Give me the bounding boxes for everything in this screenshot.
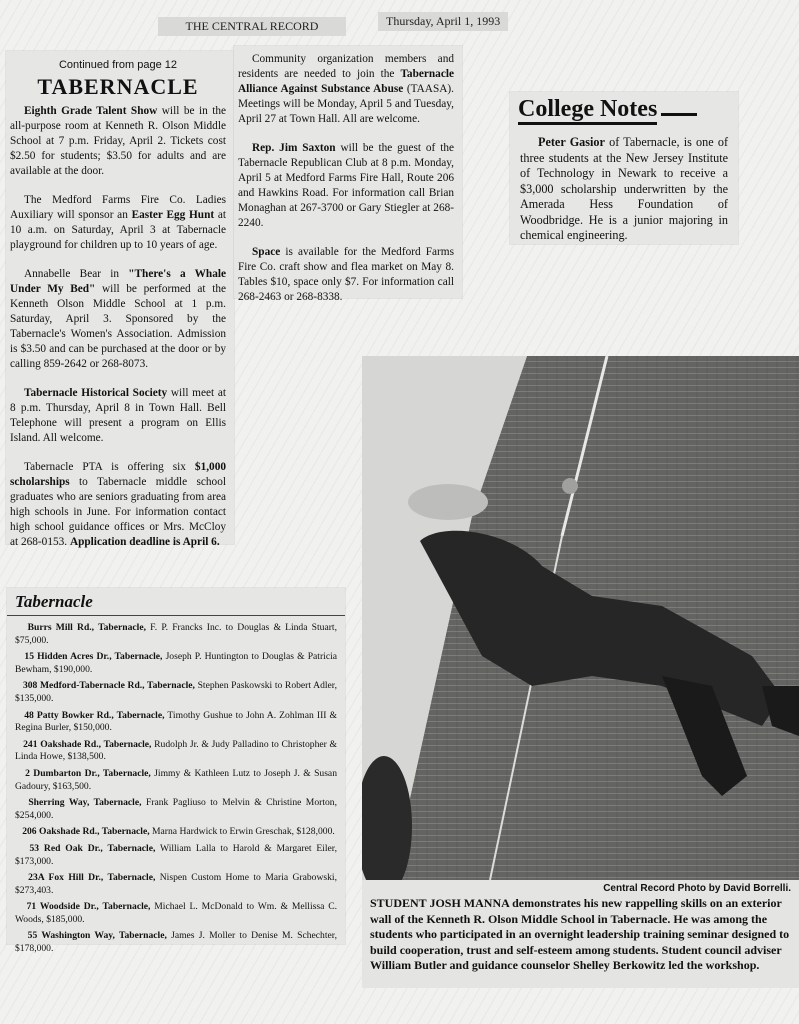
news-item-highlight: Easter Egg Hunt bbox=[131, 209, 215, 221]
news-item-lead: The Medford Farms Fire Co. Ladies Auxiliary will sponsor an bbox=[10, 194, 226, 221]
college-notes-title bbox=[510, 92, 738, 123]
transaction-details: Frank Pagliuso to Melvin & Christine Morton, $254,000. bbox=[15, 797, 337, 821]
news-item bbox=[10, 193, 226, 253]
news-item-text: to Tabernacle middle school graduates who are seniors graduating from area high schools in June. For information contact high school guidance offices or Mrs. McCloy at 268-0153. bbox=[10, 476, 226, 548]
transaction-details: Michael L. McDonald to Wm. & Mellissa C. Woods, $185,000. bbox=[15, 901, 337, 925]
transaction-details: F. P. Francks Inc. to Douglas & Linda Stuart, $75,000. bbox=[15, 622, 337, 646]
news-item-text: will be the guest of the Tabernacle Republican Club at 8 p.m. Monday, April 5 at Medford Farms Fire Hall, Route 206 and Hawkins Road. For information call Brian Monaghan at 267-3700 or Gary Stiegler at 268-2240. bbox=[238, 142, 454, 229]
transactions-clipping bbox=[7, 588, 345, 955]
transaction-details: Marna Hardwick to Erwin Greschak, $128,000. bbox=[149, 826, 335, 838]
news-item bbox=[238, 245, 454, 305]
transaction-details: Rudolph Jr. & Judy Palladino to Christopher & Linda Howe, $138,500. bbox=[15, 738, 337, 763]
transaction-item bbox=[7, 768, 345, 793]
transaction-address: 48 Patty Bowker Rd., Tabernacle, bbox=[24, 709, 165, 721]
transaction-details: Nispen Custom Home to Maria Grabowski, $273,403. bbox=[15, 872, 337, 896]
paper-name-label bbox=[158, 17, 346, 36]
news-item-highlight: $1,000 scholarships bbox=[10, 461, 226, 488]
rappelling-illustration bbox=[362, 356, 799, 880]
college-notes-clipping bbox=[510, 92, 738, 244]
news-item-text: is available for the Medford Farms Fire Co. craft show and flea market on May 8. Tables $10, space only $7. For information call 268-2463 or 268-8338. bbox=[238, 246, 454, 303]
news-item-text: at 10 a.m. on Saturday, April 3 at Tabernacle playground for children up to 10 years of age. bbox=[10, 209, 226, 251]
date-label bbox=[378, 12, 508, 31]
transaction-item bbox=[7, 901, 345, 926]
news-item-highlight: Rep. Jim Saxton bbox=[252, 142, 336, 154]
news-item-lead: Tabernacle PTA is offering six bbox=[24, 461, 195, 473]
news-item-text: (TAASA). Meetings will be Monday, April 5 and Tuesday, April 27 at Town Hall. All are welcome. bbox=[238, 83, 454, 125]
news-item-text: will be in the all-purpose room at Kenneth R. Olson Middle School at 7 p.m. Friday, April 2. Tickets cost $2.50 for students; $3.50 for adults and are available at the door. bbox=[10, 105, 226, 177]
transaction-address: 23A Fox Hill Dr., Tabernacle, bbox=[28, 872, 156, 884]
news-item-highlight: Tabernacle Historical Society bbox=[24, 387, 168, 399]
paper-name: THE CENTRAL RECORD bbox=[185, 19, 319, 33]
transaction-details: Joseph P. Huntington to Douglas & Patricia Bewham, $190,000. bbox=[15, 651, 338, 675]
news-item-highlight: Tabernacle Alliance Against Substance Abuse bbox=[238, 68, 454, 95]
left-news-column bbox=[10, 58, 226, 564]
transaction-address: Burrs Mill Rd., Tabernacle, bbox=[27, 622, 146, 633]
transaction-address: 241 Oakshade Rd., Tabernacle, bbox=[23, 738, 152, 750]
rappelling-photo bbox=[362, 356, 799, 880]
transaction-item bbox=[7, 930, 345, 955]
transaction-item bbox=[7, 622, 345, 647]
transaction-details: Timothy Gushue to John A. Zohlman III & Regina Burler, $150,000. bbox=[15, 709, 337, 734]
issue-date: Thursday, April 1, 1993 bbox=[386, 14, 501, 28]
transaction-details: Jimmy & Kathleen Lutz to Joseph J. & Susan Gadoury, $163,500. bbox=[15, 767, 337, 792]
transaction-address: 71 Woodside Dr., Tabernacle, bbox=[26, 901, 151, 913]
photo-credit: Central Record Photo by David Borrelli. bbox=[603, 883, 791, 894]
news-item bbox=[10, 386, 226, 446]
transaction-item bbox=[7, 843, 345, 868]
right-items bbox=[238, 52, 454, 305]
transaction-item bbox=[7, 651, 345, 676]
section-headline: TABERNACLE bbox=[37, 74, 199, 99]
news-item bbox=[238, 141, 454, 231]
news-item bbox=[10, 104, 226, 179]
college-notes-text: of Tabernacle, is one of three students at the New Jersey Institute of Technology in Newark to receive a $3,000 scholarship underwritten by the Amerada Hess Foundation of Woodbridge. He is a junior majoring in chemical engineering. bbox=[520, 135, 729, 242]
news-item bbox=[238, 52, 454, 127]
transaction-item bbox=[7, 680, 345, 705]
transaction-item bbox=[7, 739, 345, 764]
transaction-address: 53 Red Oak Dr., Tabernacle, bbox=[29, 842, 156, 854]
news-item-highlight: Eighth Grade Talent Show bbox=[24, 105, 158, 117]
college-notes-body bbox=[510, 123, 738, 244]
news-item bbox=[10, 460, 226, 550]
news-item bbox=[10, 267, 226, 372]
news-item-highlight: "There's a Whale Under My Bed" bbox=[10, 268, 227, 295]
transaction-address: 206 Oakshade Rd., Tabernacle, bbox=[22, 826, 150, 838]
continued-note: Continued from page 12 bbox=[58, 59, 178, 71]
transactions-title: Tabernacle bbox=[7, 588, 345, 616]
transaction-details: James J. Moller to Denise M. Schechter, $178,000. bbox=[15, 930, 337, 955]
left-items bbox=[10, 104, 226, 550]
student-name: Peter Gasior bbox=[538, 135, 605, 149]
transaction-item bbox=[7, 826, 345, 839]
college-notes-title-text: College Notes bbox=[518, 96, 657, 125]
news-item-lead: Community organization members and residents are needed to join the bbox=[238, 53, 454, 80]
transaction-address: Sherring Way, Tabernacle, bbox=[28, 797, 142, 809]
right-news-column bbox=[238, 52, 454, 319]
transaction-item bbox=[7, 872, 345, 897]
transaction-address: 308 Medford-Tabernacle Rd., Tabernacle, bbox=[22, 680, 195, 692]
transaction-address: 2 Dumbarton Dr., Tabernacle, bbox=[25, 767, 151, 779]
transaction-address: 55 Washington Way, Tabernacle, bbox=[27, 930, 167, 942]
news-item-highlight: Application deadline is April 6. bbox=[69, 536, 220, 548]
photo-caption-box bbox=[362, 880, 799, 988]
transaction-item bbox=[7, 797, 345, 822]
transaction-details: Stephen Paskowski to Robert Adler, $135,000. bbox=[15, 680, 337, 704]
transactions-list bbox=[7, 622, 345, 956]
news-item-text: will meet at 8 p.m. Thursday, April 8 in Town Hall. Bell Telephone will present a program on Ellis Island. All welcome. bbox=[10, 387, 227, 444]
photo-caption: STUDENT JOSH MANNA demonstrates his new rappelling skills on an exterior wall of the Kenneth R. Olson Middle School in Tabernacle. He was among the students who participated in an overnight leadership training seminar designed to build cooperation, trust and self-esteem among students. Student council adviser William Butler and guidance counselor Shelley Berkowitz led the workshop. bbox=[370, 896, 790, 972]
transaction-address: 15 Hidden Acres Dr., Tabernacle, bbox=[24, 651, 163, 663]
transaction-details: William Lalla to Harold & Margaret Eiler, $173,000. bbox=[15, 842, 337, 867]
news-item-lead: Annabelle Bear in bbox=[24, 268, 129, 280]
transaction-item bbox=[7, 710, 345, 735]
news-item-text: will be performed at the Kenneth Olson Middle School at 1 p.m. Saturday, April 3. Sponsored by the Tabernacle's Women's Association. Admission is $3.50 and can be purchased at the door or by calling 859-2642 or 268-8073. bbox=[10, 283, 226, 370]
news-item-highlight: Space bbox=[252, 246, 281, 258]
